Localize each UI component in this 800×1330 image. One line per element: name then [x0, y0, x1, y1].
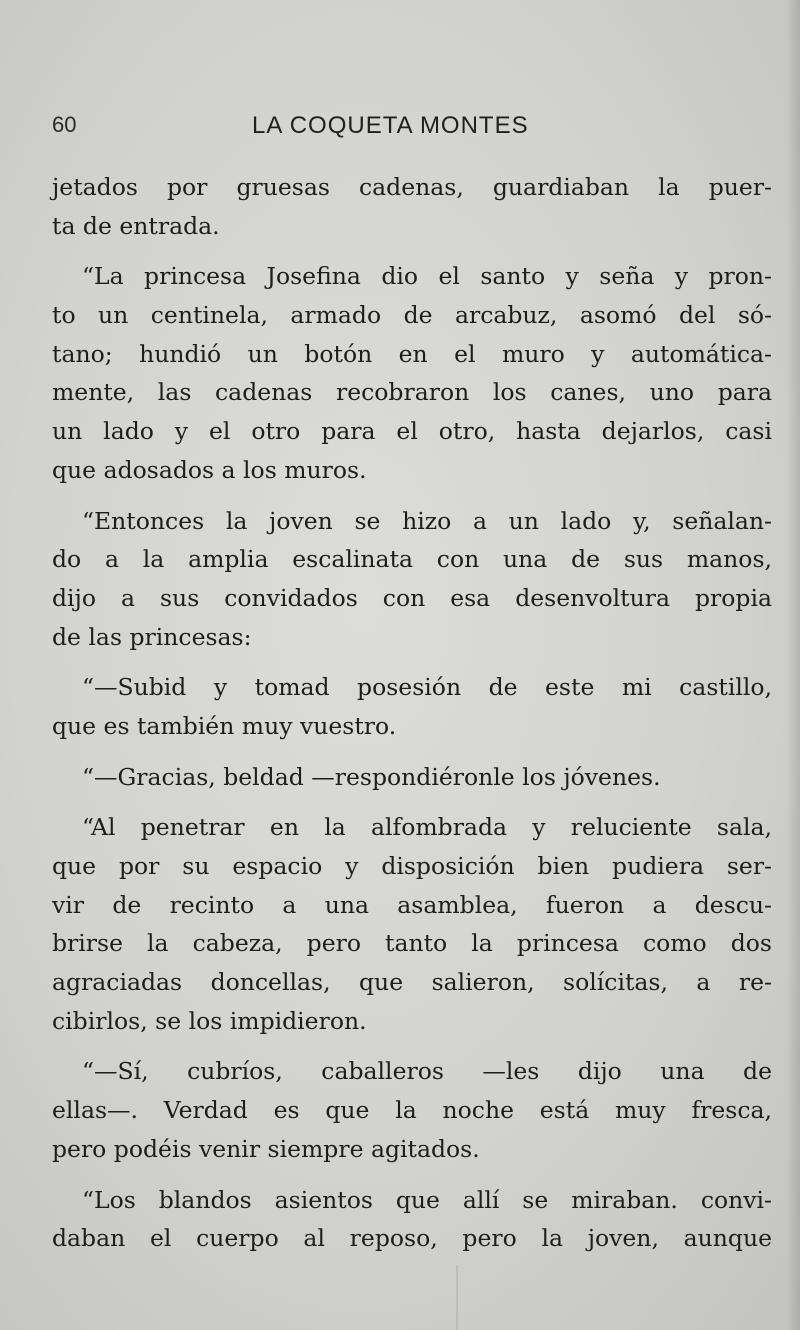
paragraph — [52, 808, 772, 1040]
text-line: que por su espacio y disposición bien pudiera ser- — [52, 852, 772, 880]
text-line: ta de entrada. — [52, 211, 220, 240]
text-line: “La princesa Josefina dio el santo y seña y pron- — [82, 262, 772, 291]
page-edge-shadow — [786, 0, 800, 1330]
text-line: cibirlos, se los impidieron. — [52, 1006, 367, 1035]
text-line: ellas—. Verdad es que la noche está muy fresca, — [52, 1096, 772, 1125]
text-line: jetados por gruesas cadenas, guardiaban la puer- — [52, 173, 772, 201]
text-line: dijo a sus convidados con esa desenvoltura propia — [52, 583, 772, 612]
paragraph — [52, 758, 772, 797]
text-line: que es también muy vuestro. — [52, 711, 397, 740]
text-line: mente, las cadenas recobraron los canes, uno para — [52, 378, 772, 407]
running-title: LA COQUETA MONTES — [252, 112, 529, 139]
text-line: do a la amplia escalinata con una de sus manos, — [52, 545, 772, 574]
text-line: agraciadas doncellas, que salieron, solícitas, a re- — [52, 968, 772, 997]
text-line: “Entonces la joven se hizo a un lado y, señalan- — [82, 506, 772, 535]
paragraph — [52, 168, 772, 245]
page-header — [52, 112, 752, 148]
text-line: daban el cuerpo al reposo, pero la joven, aunque — [52, 1224, 772, 1253]
text-line: pero podéis venir siempre agitados. — [52, 1134, 480, 1163]
page-number: 60 — [52, 112, 77, 137]
paragraph — [52, 1052, 772, 1168]
text-line: de las princesas: — [52, 622, 252, 651]
text-line: un lado y el otro para el otro, hasta dejarlos, casi — [52, 417, 772, 446]
text-line: vir de recinto a una asamblea, fueron a descu- — [52, 890, 772, 919]
text-line: que adosados a los muros. — [52, 455, 367, 484]
paragraph — [52, 257, 772, 489]
text-line: to un centinela, armado de arcabuz, asomó del só- — [52, 301, 772, 330]
page-fold-mark — [456, 1265, 458, 1330]
text-line: “—Gracias, beldad —respondiéronle los jóvenes. — [82, 762, 661, 791]
text-line: “Los blandos asientos que allí se miraban. convi- — [82, 1185, 772, 1214]
text-line: brirse la cabeza, pero tanto la princesa como dos — [52, 929, 772, 958]
body-text — [52, 168, 772, 1258]
paragraph — [52, 502, 772, 657]
text-line: “—Sí, cubríos, caballeros —les dijo una de — [82, 1057, 772, 1086]
paragraph — [52, 668, 772, 745]
text-line: tano; hundió un botón en el muro y automática- — [52, 339, 772, 368]
text-line: “Al penetrar en la alfombrada y reluciente sala, — [82, 813, 772, 842]
paragraph — [52, 1181, 772, 1258]
text-line: “—Subid y tomad posesión de este mi castillo, — [82, 673, 772, 702]
